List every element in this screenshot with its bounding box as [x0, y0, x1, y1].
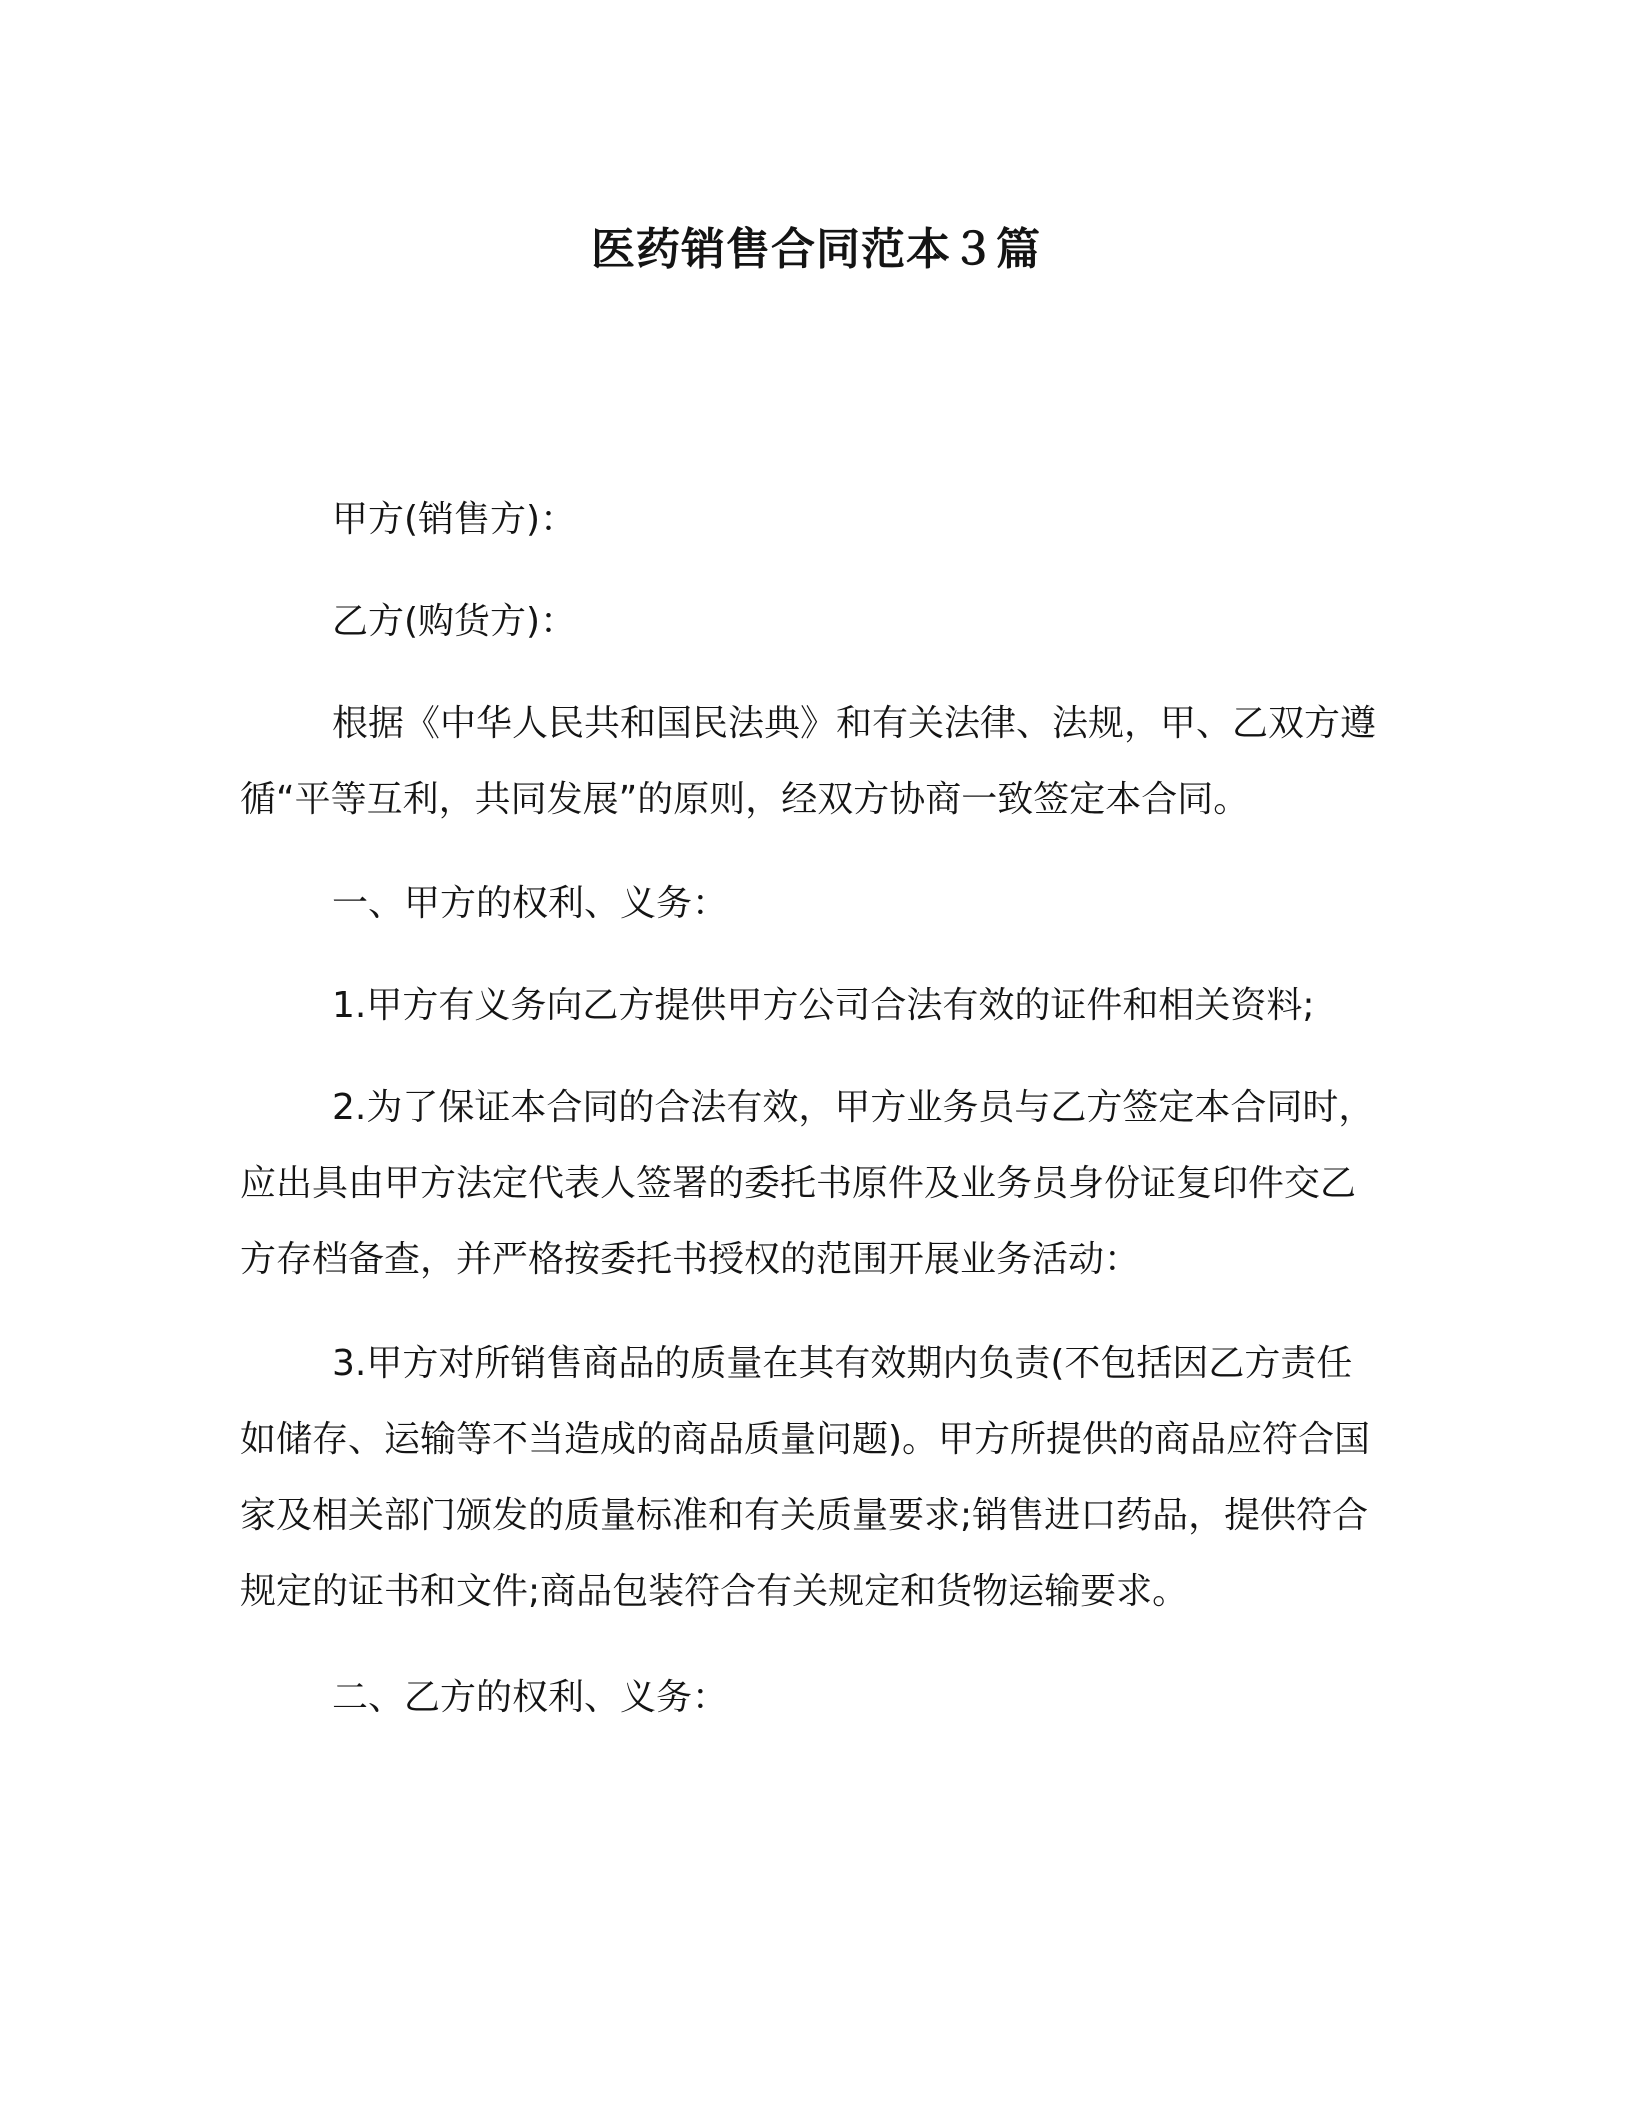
preamble-paragraph: 根据《中华人民共和国民法典》和有关法律、法规，甲、乙双方遵循“平等互利，共同发展”的原则，经双方协商一致签定本合同。: [240, 703, 1377, 820]
party-a-line: 甲方(销售方)：: [332, 499, 577, 540]
section-1-heading: 一、甲方的权利、义务：: [332, 883, 729, 924]
section-2-heading: 二、乙方的权利、义务：: [332, 1677, 729, 1718]
clause-1-1: 1.甲方有义务向乙方提供甲方公司合法有效的证件和相关资料;: [332, 985, 1315, 1026]
party-b-line: 乙方(购货方)：: [332, 601, 577, 642]
clause-1-2: 2.为了保证本合同的合法有效，甲方业务员与乙方签定本合同时，应出具由甲方法定代表人签署的委托书原件及业务员身份证复印件交乙方存档备查，并严格按委托书授权的范围开展业务活动：: [240, 1087, 1375, 1280]
clause-1-3: 3.甲方对所销售商品的质量在其有效期内负责(不包括因乙方责任如储存、运输等不当造成的商品质量问题)。甲方所提供的商品应符合国家及相关部门颁发的质量标准和有关质量要求;销售进口药品，提供符合规定的证书和文件;商品包装符合有关规定和货物运输要求。: [240, 1343, 1371, 1612]
document-title: 医药销售合同范本３篇: [591, 224, 1041, 275]
